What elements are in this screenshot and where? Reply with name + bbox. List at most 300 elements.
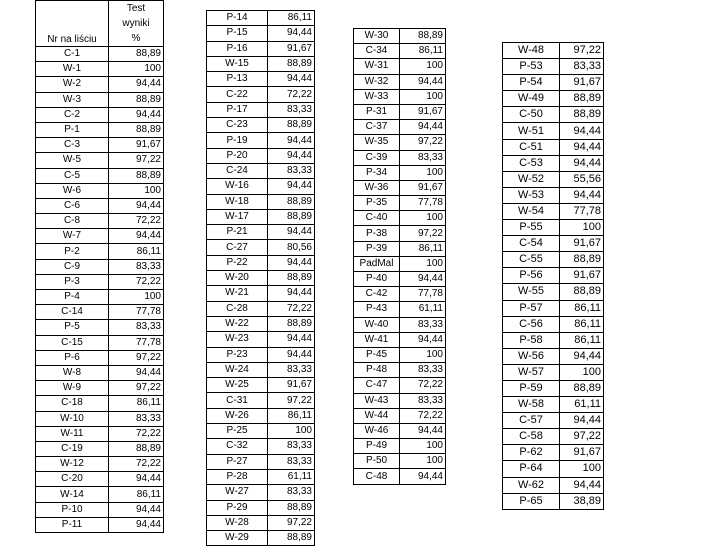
test-result-cell: 94,44 [560, 139, 604, 155]
test-result-cell: 94,44 [268, 332, 315, 347]
sample-id-cell: P-34 [354, 165, 400, 180]
test-result-cell: 72,22 [109, 426, 164, 441]
table-row [503, 139, 604, 155]
table-row [503, 268, 604, 284]
test-result-cell: 83,33 [268, 485, 315, 500]
table-row [36, 107, 164, 122]
test-result-cell: 83,33 [109, 411, 164, 426]
test-result-cell: 91,67 [400, 180, 446, 195]
test-result-cell: 83,33 [268, 163, 315, 178]
table-row [354, 454, 446, 469]
table-row [503, 220, 604, 236]
table-row [207, 255, 315, 270]
table-row [354, 104, 446, 119]
sample-id-cell: W-8 [36, 365, 109, 380]
sample-id-cell: C-14 [36, 305, 109, 320]
table-row [207, 87, 315, 102]
test-result-cell: 94,44 [268, 148, 315, 163]
table-row [354, 408, 446, 423]
table-row [354, 393, 446, 408]
sample-id-cell: P-25 [207, 424, 268, 439]
test-result-cell: 94,44 [400, 469, 446, 484]
table-row [207, 500, 315, 515]
table-row [503, 59, 604, 75]
table-row [207, 393, 315, 408]
table-row [354, 317, 446, 332]
table-row [503, 171, 604, 187]
test-result-cell: 88,89 [109, 441, 164, 456]
sample-id-cell: P-58 [503, 332, 560, 348]
test-result-cell: 83,33 [268, 454, 315, 469]
table-row [354, 272, 446, 287]
table-row [354, 165, 446, 180]
table-row [207, 286, 315, 301]
table-row [207, 102, 315, 117]
test-result-cell: 83,33 [560, 59, 604, 75]
sample-id-cell: W-48 [503, 43, 560, 59]
test-result-cell: 88,89 [268, 531, 315, 546]
table-row [354, 363, 446, 378]
table-row [354, 120, 446, 135]
sample-id-cell: P-54 [503, 75, 560, 91]
sample-id-cell: P-19 [207, 133, 268, 148]
test-result-cell: 100 [400, 454, 446, 469]
test-result-cell: 83,33 [268, 102, 315, 117]
test-result-cell: 97,22 [109, 381, 164, 396]
table-row [36, 290, 164, 305]
sample-id-cell: W-51 [503, 123, 560, 139]
table-body [207, 11, 315, 546]
sample-id-cell: P-3 [36, 274, 109, 289]
sample-id-cell: W-25 [207, 378, 268, 393]
test-result-cell: 91,67 [560, 236, 604, 252]
table-row [354, 150, 446, 165]
sample-id-cell: P-31 [354, 104, 400, 119]
sample-id-cell: W-56 [503, 348, 560, 364]
test-result-cell: 100 [109, 183, 164, 198]
sample-id-cell: C-20 [36, 472, 109, 487]
table-row [36, 472, 164, 487]
sample-id-cell: P-13 [207, 72, 268, 87]
test-result-cell: 88,89 [560, 252, 604, 268]
table-row [354, 89, 446, 104]
sample-id-cell: C-56 [503, 316, 560, 332]
sample-id-cell: W-36 [354, 180, 400, 195]
test-result-cell: 91,67 [560, 268, 604, 284]
sample-id-cell: W-53 [503, 187, 560, 203]
test-result-cell: 100 [400, 59, 446, 74]
table-header-row [36, 1, 164, 47]
test-result-cell: 86,11 [400, 241, 446, 256]
sample-id-cell: C-24 [207, 163, 268, 178]
table-body [503, 43, 604, 510]
sample-id-cell: C-34 [354, 44, 400, 59]
sample-id-cell: C-37 [354, 120, 400, 135]
test-result-cell: 94,44 [560, 123, 604, 139]
test-result-cell: 100 [400, 89, 446, 104]
sample-id-cell: W-11 [36, 426, 109, 441]
test-result-cell: 94,44 [109, 107, 164, 122]
table-row [207, 271, 315, 286]
table-row [36, 517, 164, 532]
sample-id-cell: P-49 [354, 439, 400, 454]
test-result-cell: 97,22 [400, 226, 446, 241]
table-row [207, 469, 315, 484]
test-result-cell: 94,44 [268, 347, 315, 362]
sample-id-cell: W-12 [36, 457, 109, 472]
table-row [207, 347, 315, 362]
sample-id-cell: W-30 [354, 29, 400, 44]
sample-id-cell: C-51 [503, 139, 560, 155]
sample-id-cell: P-1 [36, 122, 109, 137]
table-row [207, 439, 315, 454]
test-result-cell: 55,56 [560, 171, 604, 187]
sample-id-cell: P-65 [503, 493, 560, 509]
table-row [36, 47, 164, 62]
table-row [354, 44, 446, 59]
table-row [207, 163, 315, 178]
table-row [36, 138, 164, 153]
test-result-cell: 83,33 [109, 320, 164, 335]
table-row [354, 59, 446, 74]
test-result-cell: 94,44 [268, 133, 315, 148]
test-result-cell: 77,78 [400, 287, 446, 302]
test-result-cell: 97,22 [560, 43, 604, 59]
test-result-cell: 91,67 [400, 104, 446, 119]
test-result-cell: 94,44 [268, 255, 315, 270]
table-row [36, 274, 164, 289]
test-result-cell: 77,78 [400, 196, 446, 211]
table-row [503, 252, 604, 268]
table-row [207, 194, 315, 209]
test-result-cell: 94,44 [268, 26, 315, 41]
test-result-cell: 83,33 [400, 150, 446, 165]
sample-id-cell: W-44 [354, 408, 400, 423]
table-row [36, 457, 164, 472]
test-result-cell: 88,89 [109, 122, 164, 137]
test-result-cell: 86,11 [560, 316, 604, 332]
results-table-1 [35, 0, 164, 533]
test-result-cell: 72,22 [109, 274, 164, 289]
sample-id-cell: P-6 [36, 350, 109, 365]
test-result-cell: 86,11 [109, 396, 164, 411]
sample-id-cell: W-33 [354, 89, 400, 104]
table-row [503, 413, 604, 429]
table-row [36, 381, 164, 396]
sample-id-cell: C-23 [207, 118, 268, 133]
sample-id-cell: W-2 [36, 77, 109, 92]
sample-id-cell: C-18 [36, 396, 109, 411]
table-row [503, 75, 604, 91]
table-row [503, 43, 604, 59]
test-result-cell: 100 [268, 424, 315, 439]
sample-id-cell: PadMal [354, 256, 400, 271]
sample-id-cell: W-22 [207, 316, 268, 331]
table-row [354, 211, 446, 226]
table-row [36, 198, 164, 213]
sample-id-cell: P-11 [36, 517, 109, 532]
test-result-cell: 100 [109, 62, 164, 77]
test-result-cell: 94,44 [560, 348, 604, 364]
header-percent-line: % [131, 33, 141, 44]
sample-id-cell: C-54 [503, 236, 560, 252]
sample-id-cell: P-14 [207, 11, 268, 26]
sample-id-cell: W-14 [36, 487, 109, 502]
table-row [207, 26, 315, 41]
table-row [354, 423, 446, 438]
sample-id-cell: P-55 [503, 220, 560, 236]
sample-id-cell: W-10 [36, 411, 109, 426]
sample-id-cell: C-42 [354, 287, 400, 302]
test-result-cell: 86,11 [268, 11, 315, 26]
table-row [207, 424, 315, 439]
sample-id-cell: C-5 [36, 168, 109, 183]
test-result-cell: 72,22 [400, 408, 446, 423]
test-result-cell: 100 [109, 290, 164, 305]
table-row [354, 378, 446, 393]
test-result-cell: 91,67 [268, 378, 315, 393]
test-result-cell: 88,89 [268, 271, 315, 286]
test-result-cell: 94,44 [400, 332, 446, 347]
test-result-cell: 100 [400, 439, 446, 454]
sample-id-cell: P-56 [503, 268, 560, 284]
table-row [354, 196, 446, 211]
sample-id-cell: W-3 [36, 92, 109, 107]
test-result-cell: 94,44 [560, 413, 604, 429]
sample-id-cell: W-31 [354, 59, 400, 74]
test-result-cell: 88,89 [109, 168, 164, 183]
sample-id-cell: P-17 [207, 102, 268, 117]
sample-id-cell: W-29 [207, 531, 268, 546]
table-row [354, 287, 446, 302]
table-row [503, 123, 604, 139]
table-row [36, 214, 164, 229]
sample-id-cell: P-59 [503, 380, 560, 396]
test-result-cell: 88,89 [560, 284, 604, 300]
sample-id-cell: P-20 [207, 148, 268, 163]
sample-id-cell: P-43 [354, 302, 400, 317]
test-result-cell: 88,89 [268, 316, 315, 331]
sample-id-cell: W-57 [503, 364, 560, 380]
sample-id-cell: P-40 [354, 272, 400, 287]
sample-id-cell: C-50 [503, 107, 560, 123]
test-result-cell: 88,89 [560, 107, 604, 123]
sample-id-cell: P-22 [207, 255, 268, 270]
sample-id-cell: W-26 [207, 408, 268, 423]
test-result-cell: 94,44 [560, 155, 604, 171]
test-result-cell: 91,67 [560, 445, 604, 461]
sample-id-cell: C-40 [354, 211, 400, 226]
sample-id-cell: C-48 [354, 469, 400, 484]
test-result-cell: 72,22 [109, 214, 164, 229]
test-result-cell: 86,11 [560, 332, 604, 348]
sample-id-cell: C-19 [36, 441, 109, 456]
table-row [207, 362, 315, 377]
table-row [503, 284, 604, 300]
sample-id-cell: P-38 [354, 226, 400, 241]
table-row [503, 477, 604, 493]
table-row [36, 92, 164, 107]
test-result-cell: 83,33 [268, 362, 315, 377]
table-row [207, 209, 315, 224]
test-result-cell: 80,56 [268, 240, 315, 255]
sample-id-cell: C-6 [36, 198, 109, 213]
sample-id-cell: W-15 [207, 56, 268, 71]
sample-id-cell: W-9 [36, 381, 109, 396]
sample-id-cell: W-28 [207, 515, 268, 530]
sample-id-cell: C-1 [36, 47, 109, 62]
test-result-cell: 97,22 [109, 350, 164, 365]
sample-id-cell: C-8 [36, 214, 109, 229]
test-result-cell: 83,33 [400, 393, 446, 408]
test-result-cell: 91,67 [268, 41, 315, 56]
sample-id-cell: P-5 [36, 320, 109, 335]
test-result-cell: 83,33 [268, 439, 315, 454]
test-result-cell: 38,89 [560, 493, 604, 509]
test-result-cell: 94,44 [268, 286, 315, 301]
sample-id-cell: P-2 [36, 244, 109, 259]
test-result-cell: 94,44 [268, 72, 315, 87]
table-row [503, 493, 604, 509]
sample-id-cell: W-41 [354, 332, 400, 347]
table-row [503, 316, 604, 332]
test-result-cell: 94,44 [109, 198, 164, 213]
table-row [503, 203, 604, 219]
table-row [36, 350, 164, 365]
sample-id-cell: P-27 [207, 454, 268, 469]
test-result-cell: 88,89 [109, 92, 164, 107]
test-result-cell: 100 [560, 364, 604, 380]
test-result-cell: 88,89 [268, 56, 315, 71]
test-result-cell: 97,22 [268, 393, 315, 408]
column-header-test-result [109, 1, 164, 47]
test-result-cell: 100 [400, 256, 446, 271]
table-row [36, 396, 164, 411]
test-result-cell: 88,89 [268, 209, 315, 224]
sample-id-cell: W-32 [354, 74, 400, 89]
test-result-cell: 94,44 [109, 77, 164, 92]
table-body [36, 47, 164, 533]
test-result-cell: 77,78 [109, 305, 164, 320]
test-result-cell: 77,78 [560, 203, 604, 219]
sample-id-cell: C-39 [354, 150, 400, 165]
sample-id-cell: P-23 [207, 347, 268, 362]
sample-id-cell: P-64 [503, 461, 560, 477]
test-result-cell: 100 [400, 347, 446, 362]
table-row [36, 441, 164, 456]
sample-id-cell: W-16 [207, 179, 268, 194]
test-result-cell: 94,44 [560, 477, 604, 493]
table-row [207, 240, 315, 255]
test-result-cell: 100 [560, 461, 604, 477]
table-row [354, 347, 446, 362]
table-row [503, 187, 604, 203]
table-row [36, 244, 164, 259]
table-row [36, 320, 164, 335]
test-result-cell: 88,89 [268, 118, 315, 133]
sample-id-cell: C-57 [503, 413, 560, 429]
test-result-cell: 94,44 [109, 229, 164, 244]
table-row [36, 77, 164, 92]
sample-id-cell: W-21 [207, 286, 268, 301]
table-row [207, 118, 315, 133]
table-row [36, 259, 164, 274]
table-row [36, 365, 164, 380]
table-row [503, 236, 604, 252]
test-result-cell: 94,44 [400, 423, 446, 438]
sample-id-cell: C-9 [36, 259, 109, 274]
sample-id-cell: W-35 [354, 135, 400, 150]
test-result-cell: 72,22 [268, 301, 315, 316]
table-row [354, 226, 446, 241]
test-result-cell: 97,22 [400, 135, 446, 150]
sample-id-cell: P-4 [36, 290, 109, 305]
sample-id-cell: P-50 [354, 454, 400, 469]
sample-id-cell: C-2 [36, 107, 109, 122]
table-row [503, 91, 604, 107]
sample-id-cell: W-6 [36, 183, 109, 198]
table-row [36, 153, 164, 168]
table-row [354, 74, 446, 89]
test-result-cell: 88,89 [268, 194, 315, 209]
column-header-leaf-number: Nr na liściu [36, 1, 109, 47]
table-row [207, 179, 315, 194]
table-row [207, 378, 315, 393]
table-row [207, 11, 315, 26]
table-row [207, 301, 315, 316]
test-result-cell: 83,33 [400, 363, 446, 378]
table-row [503, 445, 604, 461]
sample-id-cell: W-27 [207, 485, 268, 500]
test-result-cell: 100 [560, 220, 604, 236]
table-row [503, 380, 604, 396]
table-row [36, 502, 164, 517]
table-row [207, 72, 315, 87]
test-result-cell: 72,22 [400, 378, 446, 393]
table-row [503, 429, 604, 445]
table-row [36, 411, 164, 426]
sample-id-cell: C-22 [207, 87, 268, 102]
table-row [207, 485, 315, 500]
test-result-cell: 100 [400, 165, 446, 180]
test-result-cell: 88,89 [560, 91, 604, 107]
sample-id-cell: C-55 [503, 252, 560, 268]
header-results-line: wyniki [122, 18, 150, 29]
table-row [36, 183, 164, 198]
sample-id-cell: W-1 [36, 62, 109, 77]
sample-id-cell: P-45 [354, 347, 400, 362]
sample-id-cell: P-35 [354, 196, 400, 211]
test-result-cell: 86,11 [400, 44, 446, 59]
table-row [207, 148, 315, 163]
table-row [503, 300, 604, 316]
sample-id-cell: P-16 [207, 41, 268, 56]
results-table-3 [353, 28, 446, 485]
sample-id-cell: P-10 [36, 502, 109, 517]
table-row [503, 461, 604, 477]
sample-id-cell: C-31 [207, 393, 268, 408]
table-row [36, 229, 164, 244]
sample-id-cell: W-46 [354, 423, 400, 438]
sample-id-cell: W-58 [503, 397, 560, 413]
test-result-cell: 94,44 [560, 187, 604, 203]
sample-id-cell: W-24 [207, 362, 268, 377]
test-result-cell: 61,11 [560, 397, 604, 413]
test-result-cell: 86,11 [109, 244, 164, 259]
sample-id-cell: W-43 [354, 393, 400, 408]
table-row [207, 41, 315, 56]
table-row [36, 426, 164, 441]
